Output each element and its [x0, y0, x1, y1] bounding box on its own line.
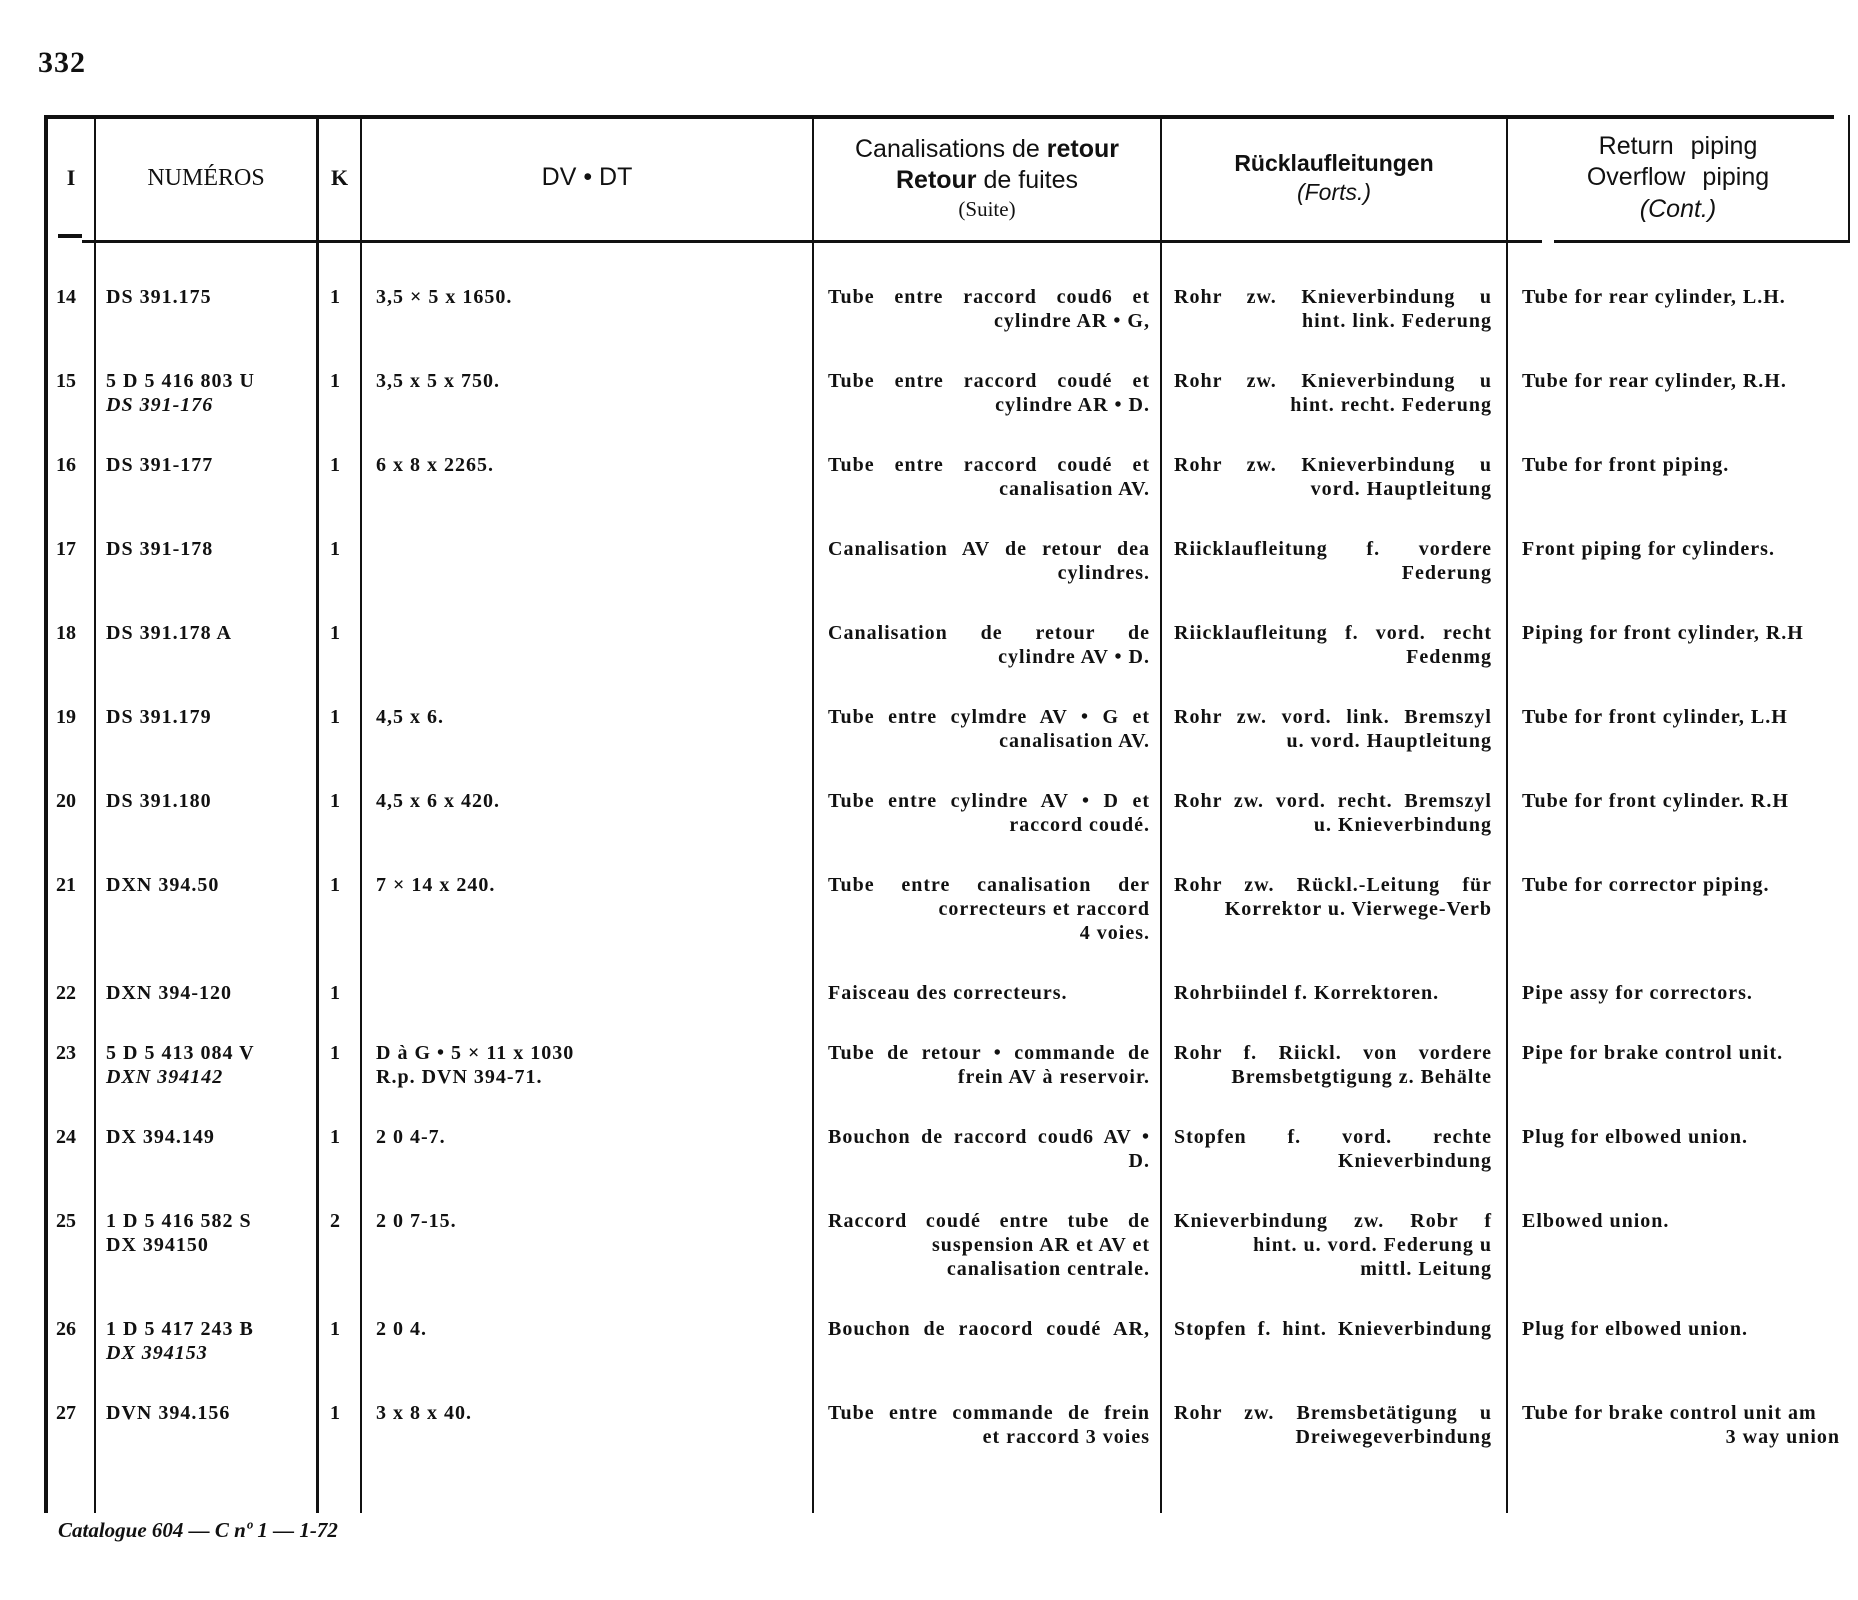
row-qty: 1: [330, 370, 340, 392]
row-index: 15: [56, 370, 76, 392]
part-number: DXN 394.50: [106, 874, 220, 896]
row-english: Tube for corrector piping.: [1522, 874, 1770, 896]
column-rule-left: [44, 115, 48, 1513]
row-qty: 1: [330, 1126, 340, 1148]
parts-table: [44, 115, 1850, 1513]
header-qty: [319, 115, 360, 241]
row-qty: 1: [330, 790, 340, 812]
part-number: DS 391-178: [106, 538, 214, 560]
row-english: Tube for rear cylinder, L.H.: [1522, 286, 1786, 308]
row-index: 25: [56, 1210, 76, 1232]
row-qty: 2: [330, 1210, 340, 1232]
row-french: Raccord coudé entre tube de suspension AR et AV et canalisation centrale.: [828, 1210, 1150, 1280]
row-french: Tube entre cylmdre AV • G et canalisation AV.: [828, 706, 1150, 752]
row-english: Pipe for brake control unit.: [1522, 1042, 1784, 1064]
row-french: Tube entre canalisation der correcteurs et raccord 4 voies.: [828, 874, 1150, 944]
row-index: 19: [56, 706, 76, 728]
row-german: Rohr zw. vord. link. Bremszyl u. vord. Hauptleitung: [1174, 706, 1492, 752]
row-english: Tube for brake control unit am 3 way union: [1522, 1402, 1840, 1448]
header-numbers: [96, 115, 316, 241]
row-dims: 3,5 × 5 x 1650.: [376, 286, 513, 308]
header-en-line1: Return piping: [1598, 132, 1758, 161]
row-index: 18: [56, 622, 76, 644]
row-dims: 4,5 x 6.: [376, 706, 444, 728]
part-number: DS 391.179: [106, 706, 212, 728]
row-english: Front piping for cylinders.: [1522, 538, 1775, 560]
row-french: Faisceau des correcteurs.: [828, 982, 1068, 1004]
column-rule-index: [94, 115, 96, 1513]
row-english: Piping for front cylinder, R.H: [1522, 622, 1804, 644]
row-dims: 3,5 x 5 x 750.: [376, 370, 500, 392]
row-qty: 1: [330, 1402, 340, 1424]
row-dims: 2 0 4.: [376, 1318, 427, 1340]
row-german: Stopfen f. hint. Knieverbindung: [1174, 1318, 1492, 1340]
row-french: Tube entre raccord coud6 et cylindre AR • G,: [828, 286, 1150, 332]
row-dims: 2 0 4-7.: [376, 1126, 446, 1148]
row-english: Tube for front piping.: [1522, 454, 1730, 476]
column-rule-numbers: [316, 115, 319, 1513]
header-german: [1162, 115, 1506, 241]
row-qty: 1: [330, 454, 340, 476]
header-numbers-label: NUMÉROS: [147, 165, 265, 191]
catalog-footer: Catalogue 604 — C nº 1 — 1-72: [58, 1518, 338, 1542]
row-french: Tube entre commande de frein et raccord 3 voies: [828, 1402, 1150, 1448]
row-dims: 4,5 x 6 x 420.: [376, 790, 500, 812]
header-dims-label: DV • DT: [541, 163, 633, 192]
part-number-secondary: DS 391-176: [106, 394, 214, 416]
part-number: DVN 394.156: [106, 1402, 231, 1424]
part-number: DS 391.180: [106, 790, 212, 812]
row-french: Canalisation de retour de cylindre AV • D.: [828, 622, 1150, 668]
row-german: Rohr zw. vord. recht. Bremszyl u. Knieverbindung: [1174, 790, 1492, 836]
row-english: Tube for front cylinder, L.H: [1522, 706, 1788, 728]
header-de-line2: (Forts.): [1296, 179, 1372, 205]
row-english: Pipe assy for correctors.: [1522, 982, 1753, 1004]
column-rule-qty: [360, 115, 362, 1513]
header-fr-line2: Retour de fuites: [895, 165, 1079, 194]
row-index: 22: [56, 982, 76, 1004]
row-qty: 1: [330, 1318, 340, 1340]
row-index: 27: [56, 1402, 76, 1424]
row-dims: D à G • 5 × 11 x 1030 R.p. DVN 394-71.: [376, 1042, 575, 1088]
column-rule-en: [1848, 115, 1850, 241]
row-german: Rohr zw. Knieverbindung u hint. link. Federung: [1174, 286, 1492, 332]
row-dims: 2 0 7-15.: [376, 1210, 457, 1232]
header-index-label: I: [66, 165, 76, 191]
row-english: Elbowed union.: [1522, 1210, 1670, 1232]
row-index: 16: [56, 454, 76, 476]
row-qty: 1: [330, 706, 340, 728]
row-qty: 1: [330, 874, 340, 896]
header-qty-label: K: [330, 165, 349, 191]
row-french: Bouchon de raccord coud6 AV • D.: [828, 1126, 1150, 1172]
part-number: 5 D 5 413 084 V DXN 394142: [106, 1041, 306, 1089]
header-de-line1: Rücklaufleitungen: [1234, 150, 1434, 177]
row-index: 21: [56, 874, 76, 896]
part-number: DS 391-177: [106, 454, 214, 476]
row-index: 14: [56, 286, 76, 308]
header-english: [1508, 115, 1848, 241]
row-french: Bouchon de raocord coudé AR,: [828, 1318, 1150, 1340]
row-german: Rohrbiindel f. Korrektoren.: [1174, 982, 1440, 1004]
row-index: 26: [56, 1318, 76, 1340]
part-number: 1 D 5 417 243 B DX 394153: [106, 1317, 306, 1365]
part-number: DXN 394-120: [106, 982, 232, 1004]
part-number-secondary: DX 394150: [106, 1234, 209, 1256]
row-french: Canalisation AV de retour dea cylindres.: [828, 538, 1150, 584]
header-en-line3: (Cont.): [1639, 194, 1717, 223]
row-english: Tube for rear cylinder, R.H.: [1522, 370, 1787, 392]
row-french: Tube entre raccord coudé et cylindre AR • D.: [828, 370, 1150, 416]
row-dims: 7 × 14 x 240.: [376, 874, 496, 896]
header-en-line2: Overflow piping: [1586, 163, 1770, 192]
part-number: 1 D 5 416 582 S DX 394150: [106, 1209, 306, 1257]
row-index: 20: [56, 790, 76, 812]
row-german: Rohr zw. Rückl.-Leitung für Korrektor u. Vierwege-Verb: [1174, 874, 1492, 920]
row-german: Stopfen f. vord. rechte Knieverbindung: [1174, 1126, 1492, 1172]
row-german: Riicklaufleitung f. vord. recht Fedenmg: [1174, 622, 1492, 668]
page-number: 332: [38, 46, 86, 79]
row-dims: 6 x 8 x 2265.: [376, 454, 494, 476]
row-german: Rohr zw. Knieverbindung u hint. recht. Federung: [1174, 370, 1492, 416]
row-english: Plug for elbowed union.: [1522, 1126, 1748, 1148]
row-german: Knieverbindung zw. Robr f hint. u. vord. Federung u mittl. Leitung: [1174, 1210, 1492, 1280]
row-qty: 1: [330, 622, 340, 644]
row-index: 23: [56, 1042, 76, 1064]
column-rule-dims: [812, 115, 814, 1513]
row-german: Riicklaufleitung f. vordere Federung: [1174, 538, 1492, 584]
row-french: Tube de retour • commande de frein AV à reservoir.: [828, 1042, 1150, 1088]
column-rule-fr: [1160, 115, 1162, 1513]
row-english: Plug for elbowed union.: [1522, 1318, 1748, 1340]
row-qty: 1: [330, 538, 340, 560]
header-index: [48, 115, 94, 241]
row-german: Rohr zw. Knieverbindung u vord. Hauptleitung: [1174, 454, 1492, 500]
row-french: Tube entre raccord coudé et canalisation AV.: [828, 454, 1150, 500]
row-dims: 3 x 8 x 40.: [376, 1402, 472, 1424]
row-qty: 1: [330, 982, 340, 1004]
part-number-secondary: DX 394153: [106, 1342, 208, 1364]
header-french: [814, 115, 1160, 241]
row-french: Tube entre cylindre AV • D et raccord coudé.: [828, 790, 1150, 836]
row-qty: 1: [330, 286, 340, 308]
part-number: 5 D 5 416 803 U DS 391-176: [106, 369, 306, 417]
row-qty: 1: [330, 1042, 340, 1064]
row-index: 24: [56, 1126, 76, 1148]
row-german: Rohr zw. Bremsbetätigung u Dreiwegeverbindung: [1174, 1402, 1492, 1448]
header-dims: [362, 115, 812, 241]
part-number-secondary: DXN 394142: [106, 1066, 224, 1088]
header-fr-line1: Canalisations de retour: [854, 134, 1120, 163]
column-rule-de: [1506, 115, 1508, 1513]
row-index: 17: [56, 538, 76, 560]
part-number: DS 391.178 A: [106, 622, 232, 644]
part-number: DS 391.175: [106, 286, 212, 308]
part-number: DX 394.149: [106, 1126, 215, 1148]
row-english: Tube for front cylinder. R.H: [1522, 790, 1789, 812]
row-german: Rohr f. Riickl. von vordere Bremsbetgtigung z. Behälte: [1174, 1042, 1492, 1088]
header-fr-line3: (Suite): [958, 197, 1016, 222]
